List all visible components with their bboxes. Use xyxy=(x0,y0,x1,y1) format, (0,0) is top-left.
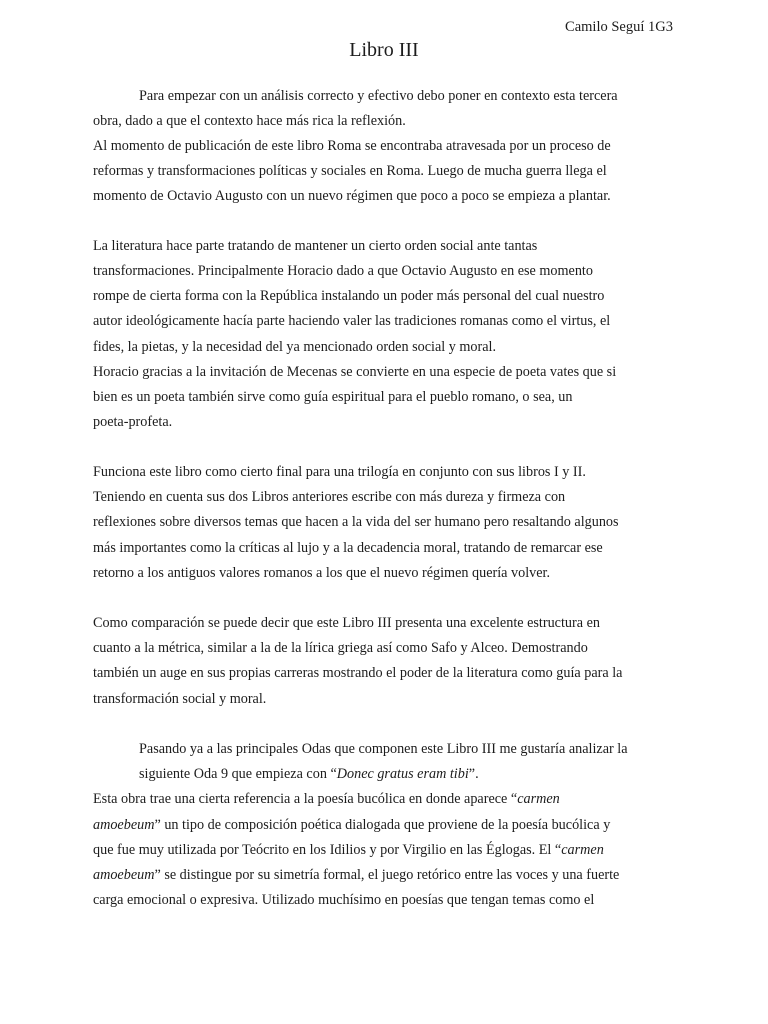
italic-term: amoebeum xyxy=(93,817,155,833)
text-line xyxy=(93,865,619,885)
text-line: momento de Octavio Augusto con un nuevo régimen que poco a poco se empieza a plantar. xyxy=(93,188,611,204)
text-line: también un auge en sus propias carreras mostrando el poder de la literatura como guía para la xyxy=(93,665,623,681)
text-line: Horacio gracias a la invitación de Mecenas se convierte en una especie de poeta vates que si xyxy=(93,364,617,380)
text-line: bien es un poeta también sirve como guía espiritual para el pueblo romano, o sea, un xyxy=(93,389,573,405)
text-run: Esta obra trae una cierta referencia a la poesía bucólica en donde aparece “ xyxy=(93,791,518,807)
text-line: La literatura hace parte tratando de mantener un cierto orden social ante tantas xyxy=(93,238,538,254)
text-line: Teniendo en cuenta sus dos Libros anteriores escribe con más dureza y firmeza con xyxy=(93,489,566,505)
text-line: reformas y transformaciones políticas y sociales en Roma. Luego de mucha guerra llega el xyxy=(93,163,607,179)
text-line xyxy=(139,764,479,784)
text-line: fides, la pietas, y la necesidad del ya mencionado orden social y moral. xyxy=(93,339,497,355)
text-run: ”. xyxy=(468,766,479,782)
italic-term: amoebeum xyxy=(93,867,155,883)
text-line: carga emocional o expresiva. Utilizado muchísimo en poesías que tengan temas como el xyxy=(93,892,595,908)
text-line: Para empezar con un análisis correcto y efectivo debo poner en contexto esta tercera xyxy=(139,88,618,104)
text-line: Funciona este libro como cierto final para una trilogía en conjunto con sus libros I y II. xyxy=(93,464,586,480)
text-line: reflexiones sobre diversos temas que hacen a la vida del ser humano pero resaltando algunos xyxy=(93,514,619,530)
italic-term: carmen xyxy=(561,842,604,858)
text-line: Al momento de publicación de este libro Roma se encontraba atravesada por un proceso de xyxy=(93,138,611,154)
text-run: que fue muy utilizada por Teócrito en los Idilios y por Virgilio en las Églogas. El “ xyxy=(93,842,562,858)
text-run: siguiente Oda 9 que empieza con “ xyxy=(139,766,337,782)
page-title: Libro III xyxy=(349,39,419,61)
text-line: transformaciones. Principalmente Horacio dado a que Octavio Augusto en ese momento xyxy=(93,263,593,279)
author-header: Camilo Seguí 1G3 xyxy=(565,19,673,35)
text-line: cuanto a la métrica, similar a la de la lírica griega así como Safo y Alceo. Demostrando xyxy=(93,640,588,656)
text-line: autor ideológicamente hacía parte haciendo valer las tradiciones romanas como el virtus, el xyxy=(93,313,611,329)
text-line xyxy=(93,815,610,835)
text-line: retorno a los antiguos valores romanos a los que el nuevo régimen quería volver. xyxy=(93,565,551,581)
italic-quote: Donec gratus eram tibi xyxy=(336,766,469,782)
text-line: Como comparación se puede decir que este Libro III presenta una excelente estructura en xyxy=(93,615,600,631)
text-line xyxy=(93,789,560,809)
text-line: más importantes como la críticas al lujo y a la decadencia moral, tratando de remarcar ese xyxy=(93,540,603,556)
italic-term: carmen xyxy=(517,791,560,807)
text-line: rompe de cierta forma con la República instalando un poder más personal del cual nuestro xyxy=(93,288,605,304)
text-line: obra, dado a que el contexto hace más rica la reflexión. xyxy=(93,113,406,129)
text-line: Pasando ya a las principales Odas que componen este Libro III me gustaría analizar la xyxy=(139,741,628,757)
text-line xyxy=(93,840,604,860)
text-line: transformación social y moral. xyxy=(93,691,267,707)
text-run: ” se distingue por su simetría formal, el juego retórico entre las voces y una fuerte xyxy=(154,867,620,883)
text-run: ” un tipo de composición poética dialogada que proviene de la poesía bucólica y xyxy=(154,817,611,833)
text-line: poeta-profeta. xyxy=(93,414,173,430)
